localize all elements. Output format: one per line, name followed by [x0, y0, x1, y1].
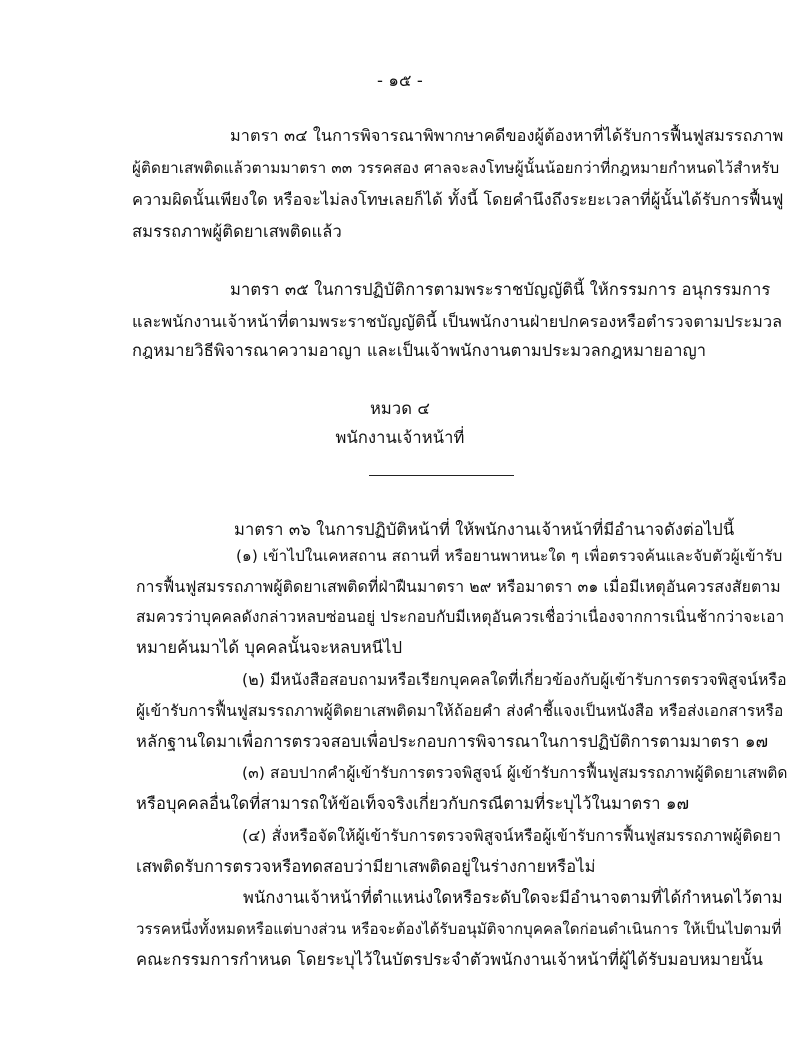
section-34-line: ความผิดนั้นเพียงใด หรือจะไม่ลงโทษเลยก็ได้ ทั้งนี้ โดยคำนึงถึงระยะเวลาที่ผู้นั้นได้รับการฟื้นฟู [132, 190, 784, 209]
section-36-item-3-line: (๓) สอบปากคำผู้เข้ารับการตรวจพิสูจน์ ผู้เข้ารับการฟื้นฟูสมรรถภาพผู้ติดยาเสพติด [242, 764, 788, 782]
section-36-item-2-line: ผู้เข้ารับการฟื้นฟูสมรรถภาพผู้ติดยาเสพติดมาให้ถ้อยคำ ส่งคำชี้แจงเป็นหนังสือ หรือส่งเอกสารหรือ [136, 702, 784, 720]
section-36-closing-line: คณะกรรมการกำหนด โดยระบุไว้ในบัตรประจำตัวพนักงานเจ้าหน้าที่ผู้ได้รับมอบหมายนั้น [136, 950, 764, 969]
section-36-item-2-line: (๒) มีหนังสือสอบถามหรือเรียกบุคคลใดที่เกี่ยวข้องกับผู้เข้ารับการตรวจพิสูจน์หรือ [242, 670, 787, 689]
section-34-line: ผู้ติดยาเสพติดแล้วตามมาตรา ๓๓ วรรคสอง ศาลจะลงโทษผู้นั้นน้อยกว่าที่กฎหมายกำหนดไว้สำหรับ [132, 159, 780, 177]
chapter-divider [369, 475, 514, 476]
chapter-title: พนักงานเจ้าหน้าที่ [335, 428, 465, 447]
section-36-item-4-line: (๔) สั่งหรือจัดให้ผู้เข้ารับการตรวจพิสูจน์หรือผู้เข้ารับการฟื้นฟูสมรรถภาพผู้ติดยา [242, 826, 782, 845]
section-35-line: และพนักงานเจ้าหน้าที่ตามพระราชบัญญัตินี้ เป็นพนักงานฝ่ายปกครองหรือตำรวจตามประมวล [132, 312, 783, 331]
section-36-item-1-line: (๑) เข้าไปในเคหสถาน สถานที่ หรือยานพาหนะใด ๆ เพื่อตรวจค้นและจับตัวผู้เข้ารับ [236, 547, 783, 565]
section-34-line: สมรรถภาพผู้ติดยาเสพติดแล้ว [132, 222, 342, 241]
section-36-item-1-line: สมควรว่าบุคคลดังกล่าวหลบซ่อนอยู่ ประกอบกับมีเหตุอันควรเชื่อว่าเนื่องจากการเนิ่นช้ากว่าจะเอา [136, 608, 785, 626]
section-36-closing-line: พนักงานเจ้าหน้าที่ตำแหน่งใดหรือระดับใดจะมีอำนาจตามที่ได้กำหนดไว้ตาม [243, 888, 783, 907]
section-34-line: มาตรา ๓๔ ในการพิจารณาพิพากษาคดีของผู้ต้องหาที่ได้รับการฟื้นฟูสมรรถภาพ [230, 126, 784, 145]
section-35-line: มาตรา ๓๕ ในการปฏิบัติการตามพระราชบัญญัตินี้ ให้กรรมการ อนุกรรมการ [230, 280, 771, 299]
chapter-number: หมวด ๔ [369, 399, 431, 418]
section-36-item-4-line: เสพติดรับการตรวจหรือทดสอบว่ามียาเสพติดอยู่ในร่างกายหรือไม่ [136, 857, 596, 876]
section-35-line: กฎหมายวิธีพิจารณาความอาญา และเป็นเจ้าพนักงานตามประมวลกฎหมายอาญา [132, 341, 707, 360]
page-number: - ๑๕ - [377, 71, 423, 90]
section-36-closing-line: วรรคหนึ่งทั้งหมดหรือแต่บางส่วน หรือจะต้องได้รับอนุมัติจากบุคคลใดก่อนดำเนินการ ให้เป็นไปตามที่ [136, 920, 782, 938]
section-36-item-1-line: หมายค้นมาได้ บุคคลนั้นจะหลบหนีไป [136, 638, 403, 657]
section-36-item-3-line: หรือบุคคลอื่นใดที่สามารถให้ข้อเท็จจริงเกี่ยวกับกรณีตามที่ระบุไว้ในมาตรา ๑๗ [136, 794, 690, 813]
section-36-item-1-line: การฟื้นฟูสมรรถภาพผู้ติดยาเสพติดที่ฝ่าฝืนมาตรา ๒๙ หรือมาตรา ๓๑ เมื่อมีเหตุอันควรสงสัยตาม [136, 577, 781, 596]
section-36-item-2-line: หลักฐานใดมาเพื่อการตรวจสอบเพื่อประกอบการพิจารณาในการปฏิบัติการตามมาตรา ๑๗ [136, 732, 769, 751]
section-36-intro: มาตรา ๓๖ ในการปฏิบัติหน้าที่ ให้พนักงานเจ้าหน้าที่มีอำนาจดังต่อไปนี้ [234, 520, 735, 539]
